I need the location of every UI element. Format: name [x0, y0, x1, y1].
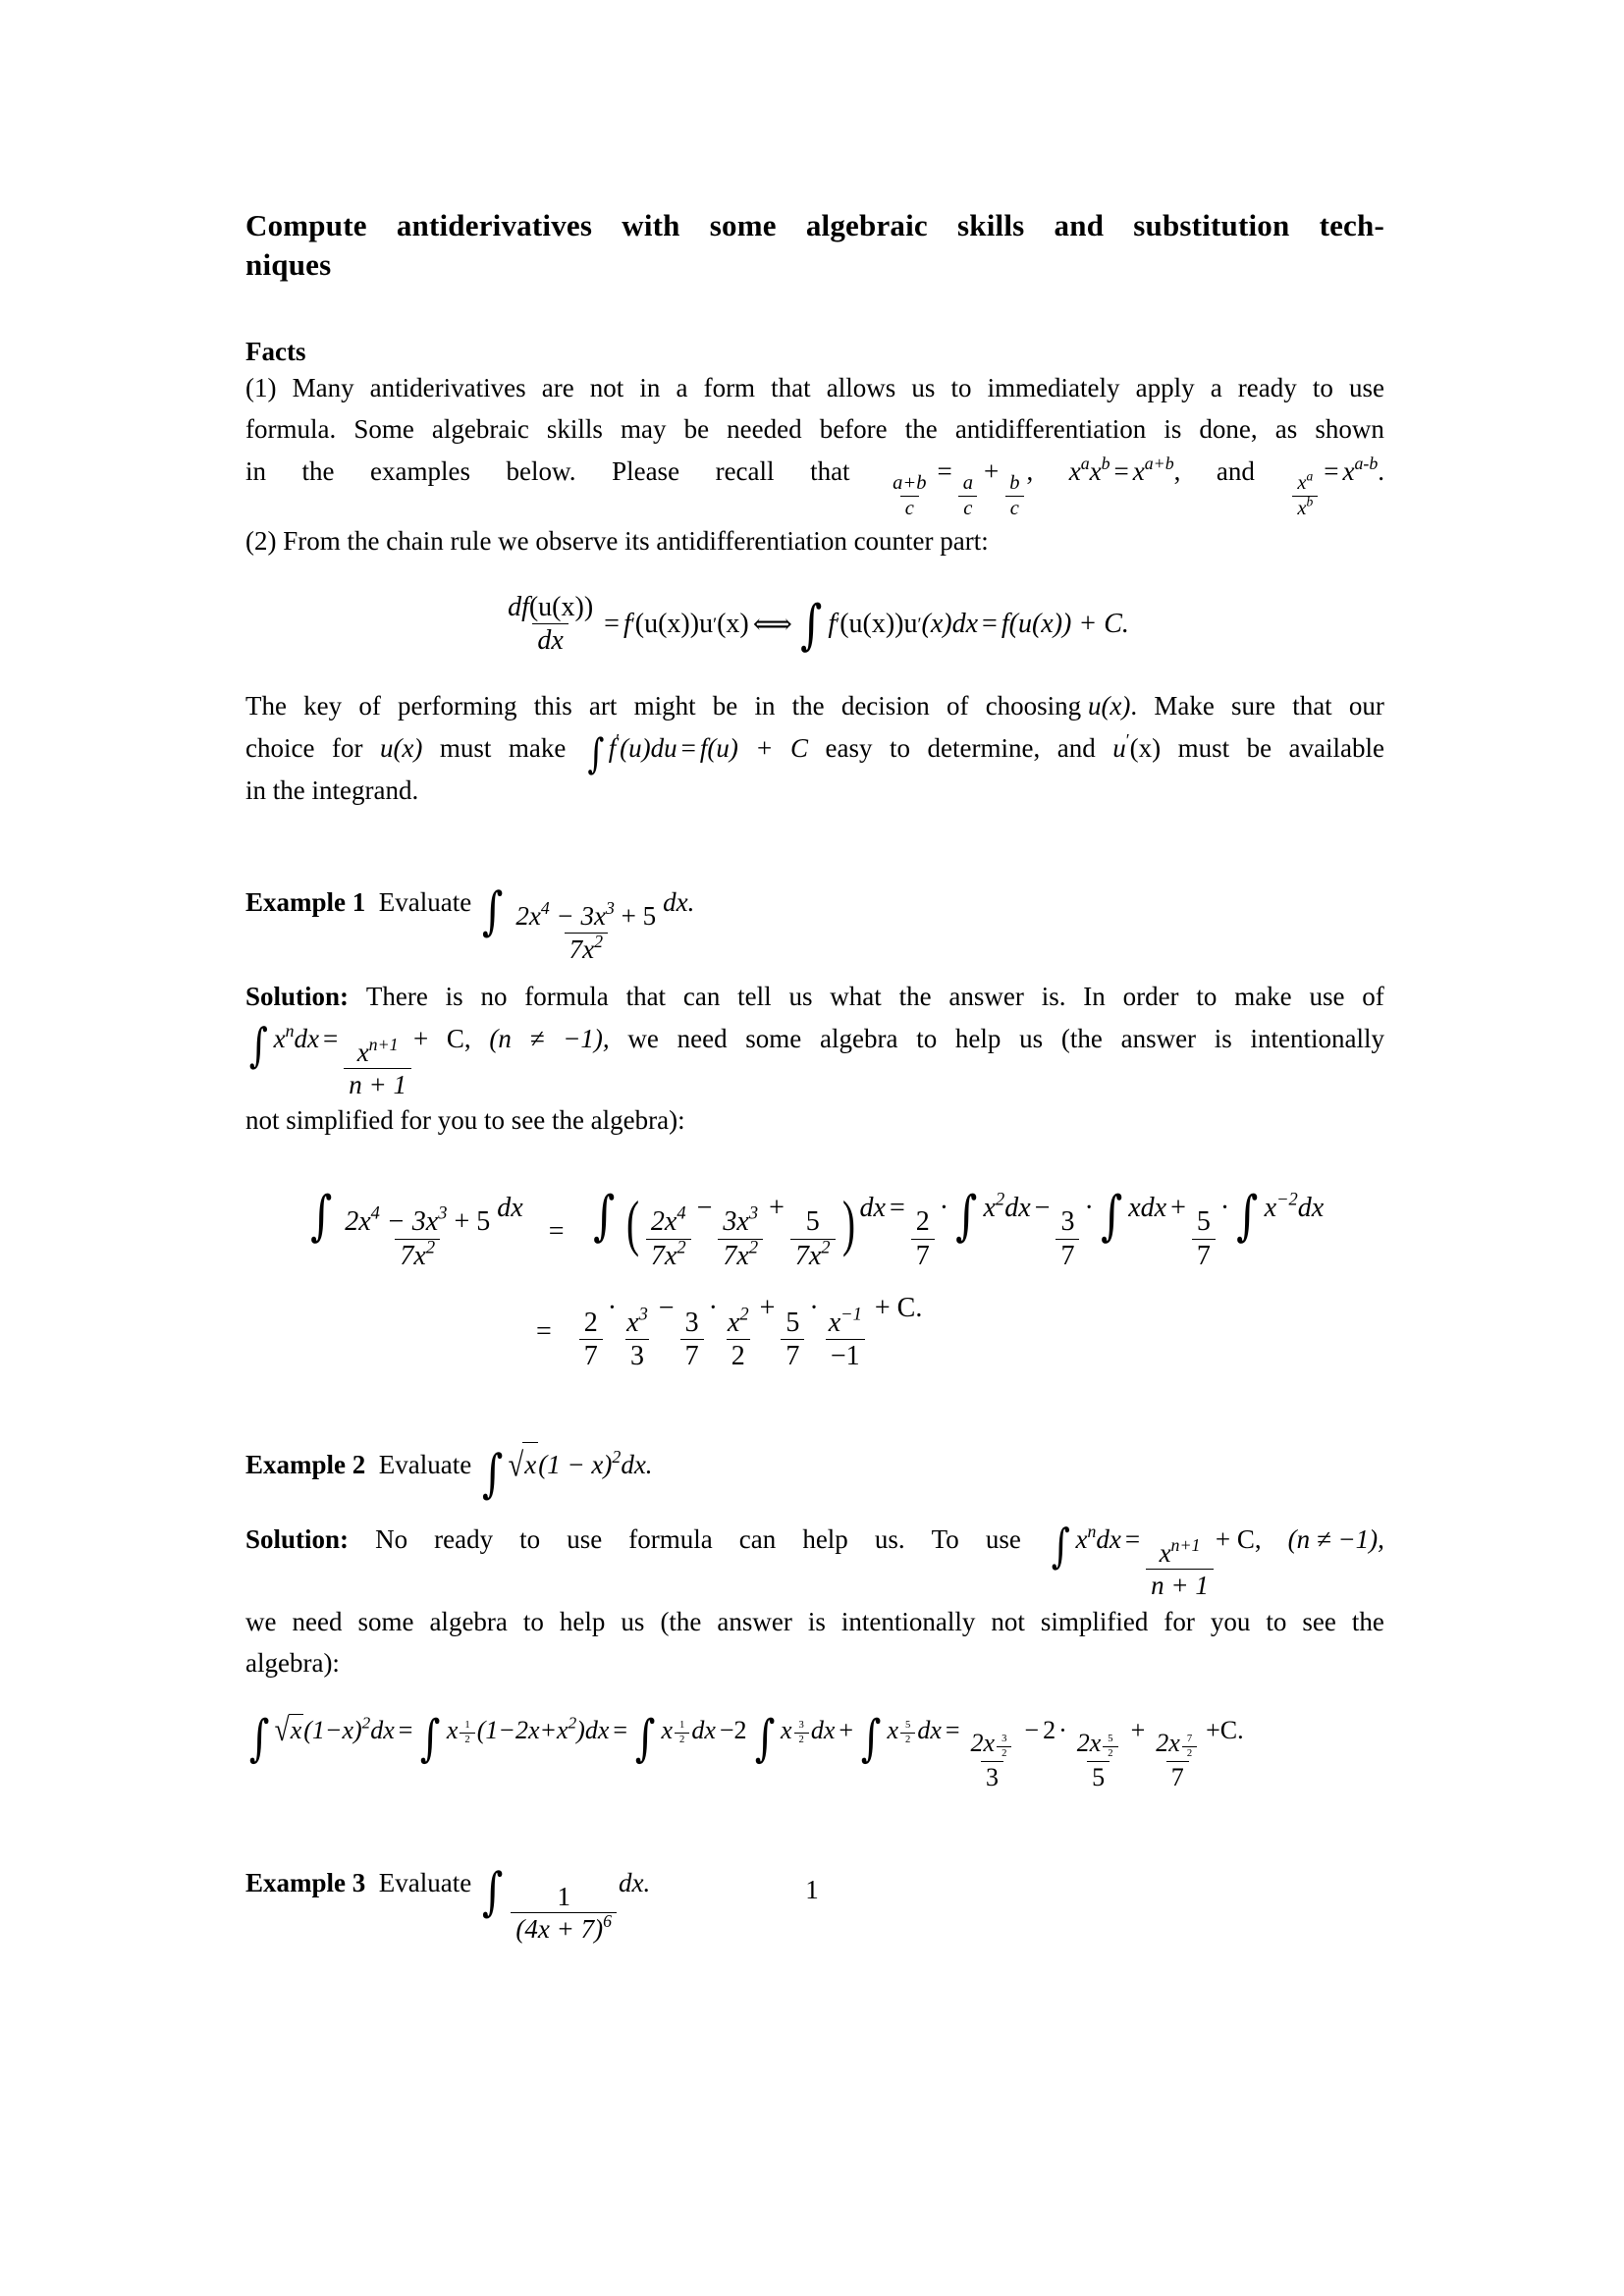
- integral-icon: ∫: [587, 728, 605, 777]
- derivation-line-2: = $\frac{2}{7}$ · $\frac{x^3}{3}$ − $\frac{3}{7}$ · $\frac{x^2}{2}$ + $\frac{5}{7}$ · $\frac{x^{-1}}{-1}$ + C.: [536, 1292, 923, 1371]
- sqrt-icon: √x: [509, 1442, 538, 1486]
- integral-icon: ∫: [593, 1184, 616, 1248]
- title-line-1: Compute antiderivatives with some algebraic skills and substitution tech-: [245, 208, 1384, 242]
- example-2-integral: ∫ $√x(1 - x)^2dx$.: [481, 1444, 653, 1505]
- facts-item1-line2: formula. Some algebraic skills may be needed before the antidifferentiation is done, as shown: [245, 414, 1384, 445]
- example-3-statement: Example 3 Evaluate ∫ $\frac{1}{(4x + 7)^6}$ dx.: [245, 1861, 651, 1944]
- integral-icon: ∫: [481, 881, 504, 942]
- page-content: [245, 206, 1384, 1944]
- power-rule-formula: ∫ $x^ndx$ = $\frac{x^{n+1}}{n + 1}$ + C,: [248, 1018, 471, 1099]
- example-1-solution-line1: Solution: There is no formula that can tell us what the answer is. In order to make use of: [245, 976, 1384, 1018]
- example-1-integral: ∫ $\frac{2x^4 - 3x^3 + 5}{7x^2}$ dx.: [481, 881, 695, 964]
- integral-icon: ∫: [1051, 1520, 1070, 1575]
- example-3-integral: ∫ $\frac{1}{(4x + 7)^6}$ dx.: [481, 1861, 651, 1944]
- integral-icon: ∫: [860, 1709, 882, 1768]
- integral-icon: ∫: [481, 1861, 504, 1922]
- key-paragraph-line2: choice for u(x) must make ∫ f′(u)du = f(u) + C easy to determine, and u′(x) must be available: [245, 728, 1384, 777]
- facts-item-2: (2) From the chain rule we observe its antidifferentiation counter part:: [245, 526, 989, 557]
- formula-power-product: $x^ax^b = x^{a+b}$: [1068, 453, 1174, 486]
- sqrt-icon: √x: [275, 1711, 302, 1748]
- integral-icon: ∫: [1236, 1184, 1259, 1248]
- integral-icon: ∫: [420, 1709, 441, 1768]
- key-paragraph: [245, 685, 1384, 811]
- integral-icon: ∫: [1100, 1184, 1123, 1248]
- formula-fraction-sum: $\frac{a+b}{c}$ = $\frac{a}{c}$ + $\frac{b}{c}$: [886, 456, 1026, 486]
- integral-icon: ∫: [248, 1709, 270, 1768]
- integral-icon: ∫: [634, 1709, 656, 1768]
- example-1-solution-line3: not simplified for you to see the algebra):: [245, 1105, 685, 1136]
- page-number: 1: [805, 1875, 819, 1904]
- integral-icon: ∫: [754, 1709, 776, 1768]
- variable-u-prime: u′(x): [1112, 730, 1162, 764]
- formula-substitution: ∫ f′(u)du = f(u) + C: [587, 728, 809, 777]
- chain-rule-equation: $\frac{df(u(x))}{dx}$ = f ′ (u(x))u ′ (x) ⟺ ∫ f ′ (u(x))u ′ (x)dx = f(u(x)) + C.: [245, 592, 1384, 657]
- integral-icon: ∫: [955, 1184, 978, 1248]
- condition-n: (n ≠ −1),: [489, 1023, 610, 1053]
- example-1-solution: [245, 976, 1384, 1142]
- power-rule-formula: ∫ $x^ndx$ = $\frac{x^{n+1}}{n + 1}$ + C,: [1051, 1520, 1262, 1601]
- example-1-label: Example 1: [245, 887, 366, 918]
- example-2-solution-line2: we need some algebra to help us (the answer is intentionally not simplified for you to see the: [245, 1606, 1384, 1636]
- example-1-solution-line2: ∫ $x^ndx$ = $\frac{x^{n+1}}{n + 1}$ + C, (n ≠ −1), we need some algebra to help us (the answer is intentionally: [245, 1024, 1384, 1053]
- key-paragraph-line3: in the integrand.: [245, 774, 419, 805]
- iff-symbol: ⟺: [752, 609, 792, 640]
- key-paragraph-line1: The key of performing this art might be in the decision of choosing u(x). Make sure that our: [245, 691, 1384, 721]
- condition-n: (n ≠ −1),: [1287, 1524, 1384, 1555]
- example-2-statement: Example 2 Evaluate ∫ $√x(1 - x)^2dx$.: [245, 1444, 653, 1505]
- derivative-fraction: $\frac{df(u(x))}{dx}$: [508, 591, 594, 657]
- formula-power-quotient: $\frac{x^a}{x^b}$ = $x^{a-b}$: [1290, 456, 1378, 486]
- facts-item1-line1: (1) Many antiderivatives are not in a form that allows us to immediately apply a ready to use: [245, 372, 1384, 402]
- solution-label: Solution:: [245, 981, 350, 1011]
- derivation-line-1: ∫ $\frac{2x^4 - 3x^3 + 5}{7x^2}$ dx = ∫ ( $\frac{2x^4}{7x^2}$ − $\frac{3x^3}{7x^2}$ + $\frac{5}{7x^2}$ ) dx = $\frac{2}{7}$ · ∫ $x^2dx$ − $\frac{3}{7}$ · ∫ xdx + $\frac{5}{7}$ · ∫ $x^{-2}dx$: [309, 1184, 1325, 1271]
- example-2-label: Example 2: [245, 1450, 366, 1480]
- integral-icon: ∫: [800, 592, 823, 656]
- page-title: [245, 206, 1384, 286]
- title-line-2: niques: [245, 247, 332, 283]
- example-2-derivation: ∫ $√x(1-x)^2dx$ = ∫ x $^{\frac{1}{2}}$ $(1-2x+x^2)dx$ = ∫ x $^{\frac{1}{2}}$ dx −2 ∫ x $^{\frac{3}{2}}$ dx + ∫ x $^{\frac{5}{2}}$ dx = 2x $^{\frac{3}{2}}$ 3 − 2 · 2x $^{\frac{5}{2}}$ 5 + 2x $^{\frac{7}{2}}$ 7 +C.: [248, 1709, 1244, 1791]
- example-2-solution-line3: algebra):: [245, 1648, 340, 1679]
- paren-open: (: [625, 1189, 639, 1258]
- example-2-solution: [245, 1519, 1384, 1684]
- solution-label: Solution:: [245, 1524, 350, 1555]
- example-1-derivation: [245, 1184, 1384, 1372]
- facts-item1-line3: in the examples below. Please recall that $\frac{a+b}{c}$ = $\frac{a}{c}$ + $\frac{b}{c}$ , $x^ax^b = x^{a+b}$, and $\frac{x^a}{x^b}$ = $x^{a-b}$.: [245, 453, 1385, 520]
- example-3-label: Example 3: [245, 1867, 366, 1897]
- variable-ux: u(x): [1087, 691, 1131, 721]
- facts-heading: Facts: [245, 336, 306, 366]
- example-2-solution-line1: Solution: No ready to use formula can help us. To use ∫ $x^ndx$ = $\frac{x^{n+1}}{n + 1}$ + C, (n ≠ −1),: [245, 1520, 1384, 1601]
- example-1-statement: Example 1 Evaluate ∫ $\frac{2x^4 - 3x^3 + 5}{7x^2}$ dx.: [245, 881, 695, 964]
- integral-icon: ∫: [248, 1018, 268, 1073]
- facts-item-1: [245, 367, 1384, 562]
- integral-icon: ∫: [309, 1184, 333, 1248]
- paren-close: ): [841, 1189, 855, 1258]
- integral-icon: ∫: [481, 1444, 504, 1505]
